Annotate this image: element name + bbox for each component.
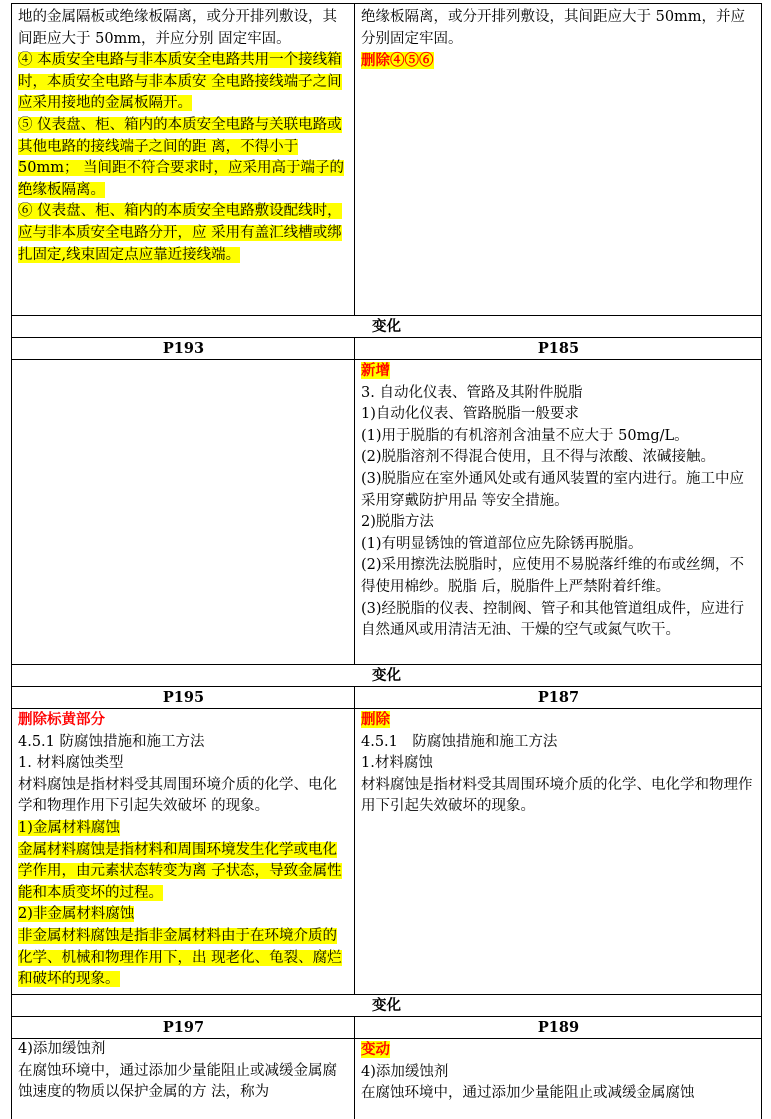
page-header-row [11, 687, 762, 709]
old-text-cell [12, 4, 355, 315]
change-tag: 删除④⑤⑥ [361, 52, 434, 70]
comparison-table [11, 3, 762, 1119]
paragraph: 4.5.1 防腐蚀措施和施工方法 [361, 733, 558, 750]
old-text-cell [12, 360, 355, 664]
paragraph: 2)脱脂方法 [361, 514, 434, 531]
change-tag: 新增 [361, 362, 390, 379]
section-bar-row [11, 995, 762, 1017]
page-header-row [11, 1017, 762, 1039]
table-row [11, 709, 762, 995]
paragraph: 1. 材料腐蚀类型 [18, 755, 124, 772]
change-tag: 变动 [361, 1041, 390, 1058]
highlighted-paragraph: 2)非金属材料腐蚀 [18, 906, 135, 923]
paragraph: 3. 自动化仪表、管路及其附件脱脂 [361, 384, 583, 401]
section-bar: 变化 [372, 318, 401, 335]
page-header-row [11, 338, 762, 360]
old-page-number: P197 [12, 1017, 355, 1038]
paragraph: (1)有明显锈蚀的管道部位应先除锈再脱脂。 [361, 535, 643, 552]
change-tag: 删除标黄部分 [18, 711, 105, 728]
paragraph: 绝缘板隔离，或分开排列敷设，其间距应大于 50mm，并应分别固定牢固。 [361, 9, 746, 47]
new-page-number: P189 [537, 1019, 580, 1036]
paragraph: 材料腐蚀是指材料受其周围环境介质的化学、电化学和物理作用下引起失效破坏 的现象。 [18, 776, 337, 815]
new-text-cell [355, 709, 761, 994]
old-text-cell [12, 1039, 355, 1119]
old-page-number: P195 [12, 687, 355, 708]
paragraph: (1)用于脱脂的有机溶剂含油量不应大于 50mg/L。 [361, 427, 689, 444]
old-text-cell [12, 709, 355, 994]
new-text-cell [355, 360, 761, 664]
change-tag: 删除 [361, 711, 390, 728]
table-row [11, 1039, 762, 1119]
section-bar: 变化 [372, 667, 401, 684]
highlighted-paragraph: ④ 本质安全电路与非本质安全电路共用一个接线箱时，本质安全电路与非本质安 全电路接线端子之间应采用接地的金属板隔开。 [18, 52, 342, 112]
paragraph: 4.5.1 防腐蚀措施和施工方法 [18, 733, 205, 750]
section-bar-row [11, 316, 762, 338]
new-page-number: P187 [537, 689, 580, 706]
paragraph: 4)添加缓蚀剂 [361, 1063, 449, 1080]
paragraph: 1)自动化仪表、管路脱脂一般要求 [361, 406, 579, 423]
paragraph: (3)脱脂应在室外通风处或有通风装置的室内进行。施工中应采用穿戴防护用品 等安全措施。 [361, 470, 745, 509]
paragraph: (2)采用擦洗法脱脂时，应使用不易脱落纤维的布或丝绸，不得使用棉纱。脱脂 后，脱脂件上严禁附着纤维。 [361, 557, 745, 595]
highlighted-paragraph: 金属材料腐蚀是指材料和周围环境发生化学或电化学作用，由元素状态转变为离 子状态，导致金属性能和本质变坏的过程。 [18, 841, 342, 901]
paragraph: (2)脱脂溶剂不得混合使用，且不得与浓酸、浓碱接触。 [361, 449, 716, 466]
paragraph: 材料腐蚀是指材料受其周围环境介质的化学、电化学和物理作用下引起失效破坏的现象。 [361, 776, 753, 815]
paragraph: 1.材料腐蚀 [361, 755, 433, 772]
highlighted-paragraph: ⑥ 仪表盘、柜、箱内的本质安全电路敷设配线时，应与非本质安全电路分开，应 采用有盖汇线槽或绑扎固定,线束固定点应靠近接线端。 [18, 203, 342, 263]
old-page-number: P193 [12, 338, 355, 359]
highlighted-paragraph: 1)金属材料腐蚀 [18, 819, 120, 836]
paragraph: 在腐蚀环境中，通过添加少量能阻止或减缓金属腐蚀速度的物质以保护金属的方 法，称为 [18, 1062, 337, 1101]
section-bar: 变化 [372, 997, 401, 1014]
new-page-number: P185 [537, 340, 580, 357]
paragraph: 地的金属隔板或绝缘板隔离，或分开排列敷设，其间距应大于 50mm，并应分别 固定牢固。 [18, 9, 337, 47]
paragraph: (3)经脱脂的仪表、控制阀、管子和其他管道组成件，应进行自然通风或用清洁无油、干燥的空气或氮气吹干。 [361, 600, 745, 639]
table-row [11, 360, 762, 665]
paragraph: 在腐蚀环境中，通过添加少量能阻止或减缓金属腐蚀 [361, 1085, 695, 1102]
highlighted-paragraph: ⑤ 仪表盘、柜、箱内的本质安全电路与关联电路或其他电路的接线端子之间的距 离，不得小于 50mm； 当间距不符合要求时，应采用高于端子的绝缘板隔离。 [18, 116, 345, 198]
table-row [11, 3, 762, 316]
highlighted-paragraph: 非金属材料腐蚀是指非金属材料由于在环境介质的化学、机械和物理作用下，出 现老化、龟裂、腐烂和破坏的现象。 [18, 927, 342, 988]
paragraph: 4)添加缓蚀剂 [18, 1041, 106, 1057]
new-text-cell [355, 1039, 761, 1119]
section-bar-row [11, 665, 762, 687]
new-text-cell [355, 4, 761, 315]
